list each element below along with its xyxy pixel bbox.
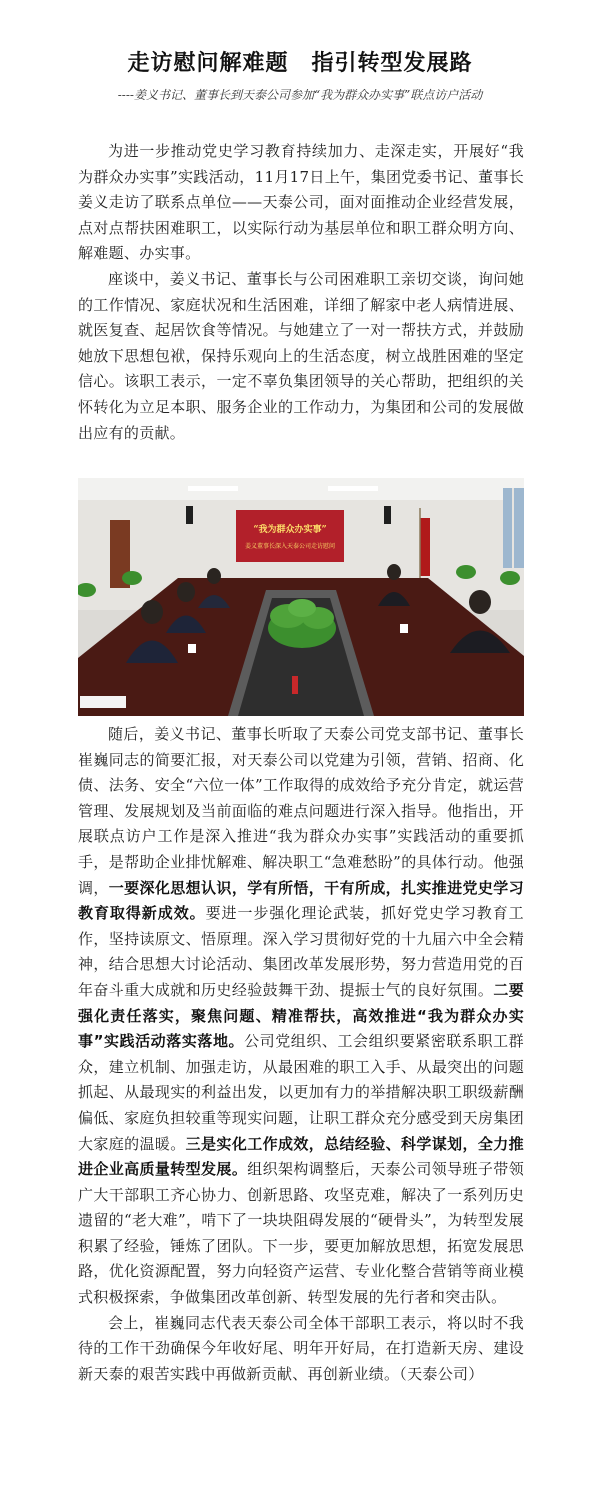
- article-title: 走访慰问解难题 指引转型发展路: [127, 50, 473, 76]
- paragraph-3-text-a: 随后，姜义书记、董事长听取了天泰公司党支部书记、董事长崔巍同志的简要汇报，对天泰公司以党建为引领，营销、招商、化债、法务、安全“六位一体”工作取得的成效给予充分肯定，就运营管理、发展规划及当前面临的难点问题进行深入指导。他指出，开展联点访户工作是深入推进“我为群众办实事”实践活动的重要抓手，是帮助企业排忧解难、解决职工“急难愁盼”的具体行动。他强调，: [78, 725, 524, 897]
- paragraph-3: [78, 722, 524, 1311]
- paragraph-3-text-e: 组织架构调整后，天泰公司领导班子带领广大干部职工齐心协力、创新思路、攻坚克难，解决了一系列历史遗留的“老大难”，啃下了一块块阻碍发展的“硬骨头”，为转型发展积累了经验，锤炼了团队。下一步，要更加解放思想，拓宽发展思路，优化资源配置，努力向轻资产运营、专业化整合营销等商业模式积极探索，争做集团改革创新、转型发展的先行者和突击队。: [78, 1160, 524, 1307]
- key-point-2: 二要强化责任落实，聚焦问题、精准帮扶，高效推进“我为群众办实事”实践活动落实落地。: [78, 980, 524, 1051]
- key-point-1: 一要深化思想认识，学有所悟，干有所成，扎实推进党史学习教育取得新成效。: [78, 878, 524, 923]
- article-subtitle: ----姜义书记、董事长到天泰公司参加“我为群众办实事”联点访户活动: [117, 88, 483, 102]
- paragraph-2: 座谈中，姜义书记、董事长与公司困难职工亲切交谈，询问她的工作情况、家庭状况和生活困难，详细了解家中老人病情进展、就医复查、起居饮食等情况。与她建立了一对一帮扶方式，并鼓励她放下思想包袱，保持乐观向上的生活态度，树立战胜困难的坚定信心。该职工表示，一定不辜负集团领导的关心帮助，把组织的关怀转化为立足本职、服务企业的工作动力，为集团和公司的发展做出应有的贡献。: [78, 269, 524, 442]
- paragraph-1: 为进一步推动党史学习教育持续加力、走深走实，开展好“我为群众办实事”实践活动，11月17日上午，集团党委书记、董事长姜义走访了联系点单位——天泰公司，面对面推动企业经营发展，点对点帮扶困难职工，以实际行动为基层单位和职工群众明方向、解难题、办实事。: [78, 142, 524, 263]
- paragraph-3-text-c: 要进一步强化理论武装，抓好党史学习教育工作，坚持读原文、悟原理。深入学习贯彻好党的十九届六中全会精神，结合思想大讨论活动、集团改革发展形势，努力营造用党的百年奋斗重大成就和历史经验鼓舞干劲、提振士气的良好氛围。: [78, 904, 524, 999]
- paragraph-4: 会上，崔巍同志代表天泰公司全体干部职工表示，将以时不我待的工作干劲确保今年收好尾、明年开好局，在打造新天房、建设新天泰的艰苦实践中再做新贡献、再创新业绩。（天泰公司）: [78, 1313, 524, 1383]
- article-body-top: [78, 139, 524, 446]
- meeting-photo: [78, 478, 524, 716]
- banner-text-2: 姜义董事长深入天泰公司走访慰问: [244, 543, 336, 550]
- paragraph-3-text-d: 公司党组织、工会组织要紧密联系职工群众，建立机制、加强走访，从最困难的职工入手、从最突出的问题抓起、从最现实的利益出发，以更加有力的举措解决职工职级薪酬偏低、家庭负担较重等现实问题，让职工群众充分感受到天房集团大家庭的温暖。: [78, 1032, 524, 1153]
- banner-text-1: “我为群众办实事”: [253, 525, 327, 535]
- key-point-3: 三是实化工作成效，总结经验、科学谋划，全力推进企业高质量转型发展。: [78, 1134, 524, 1179]
- article-body-bottom: [78, 722, 524, 1387]
